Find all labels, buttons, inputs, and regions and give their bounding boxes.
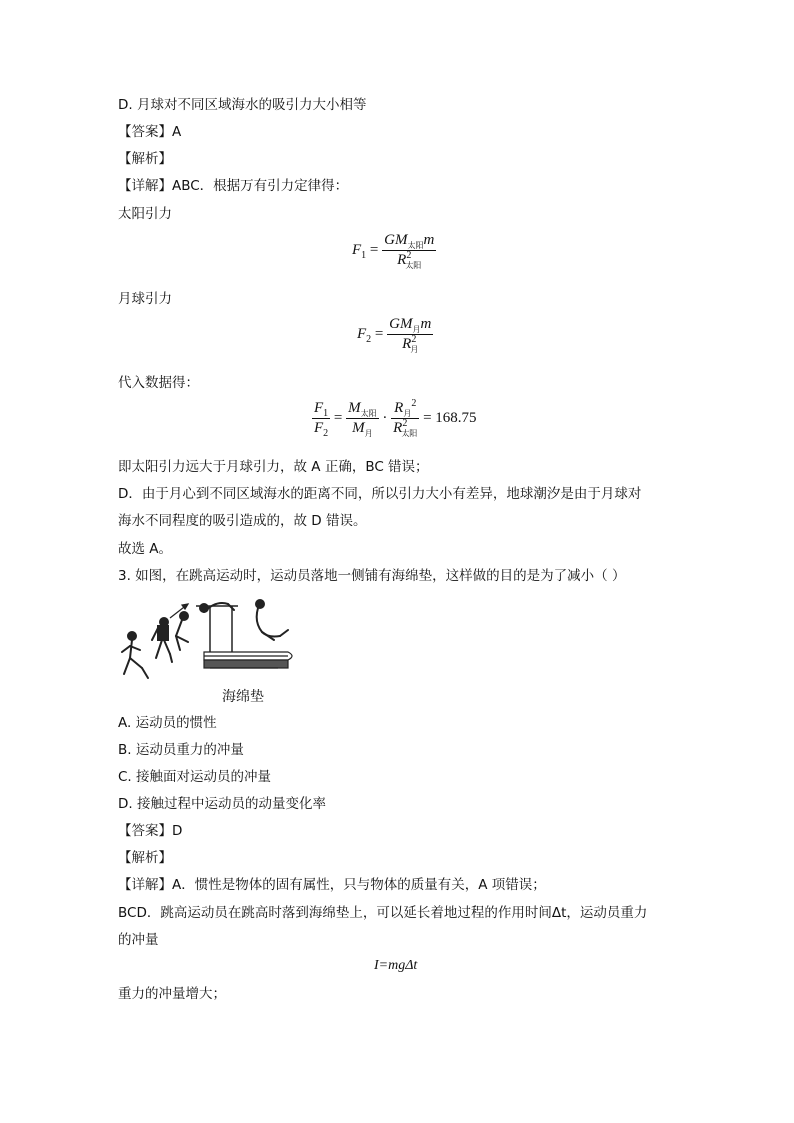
- rising-figure: [176, 612, 188, 650]
- option-d-prev: D. 月球对不同区域海水的吸引力大小相等: [118, 97, 367, 113]
- analysis-2: 【解析】: [118, 850, 172, 866]
- bar-figure: [200, 603, 234, 612]
- bcd-explain-2: 的冲量: [118, 932, 159, 948]
- d-explain-2: 海水不同程度的吸引造成的，故 D 错误。: [118, 513, 367, 529]
- sponge-mat-label: 海绵垫: [222, 689, 264, 705]
- gravity-impulse-increase: 重力的冲量增大；: [118, 986, 226, 1002]
- option-b: B. 运动员重力的冲量: [118, 742, 244, 758]
- formula-impulse: I=mgΔt: [374, 958, 418, 973]
- formula-f1: $F_1$ = $\frac{GM_{太阳}m}{R^2_{太阳}}$: [352, 232, 435, 270]
- takeoff-figure: [152, 618, 172, 662]
- formula-ratio: $\frac{F_1}{F_2}$ = $\frac{M_{太阳}}{M_月}$ · $\frac{R_月^2}{R^2_{太阳}}$ = 168.75: [314, 398, 477, 439]
- runner-figure: [122, 632, 148, 678]
- moon-gravity-label: 月球引力: [118, 291, 172, 307]
- analysis-1: 【解析】: [118, 151, 172, 167]
- landing-figure: [256, 600, 288, 640]
- choose-1: 故选 A。: [118, 541, 173, 557]
- ratio-result: 168.75: [435, 409, 477, 426]
- detail-1: 【详解】ABC．根据万有引力定律得：: [118, 178, 349, 194]
- sponge-mat: [204, 652, 292, 668]
- formula-f2: $F_2$ = $\frac{GM_月m}{R^2_月}$: [357, 316, 432, 354]
- question-3: 3. 如图，在跳高运动时，运动员落地一侧铺有海绵垫，这样做的目的是为了减小（ ）: [118, 568, 626, 584]
- detail-2: 【详解】A．惯性是物体的固有属性，只与物体的质量有关，A 项错误；: [118, 877, 546, 893]
- answer-1: 【答案】A: [118, 124, 182, 140]
- bcd-explain-1: BCD．跳高运动员在跳高时落到海绵垫上，可以延长着地过程的作用时间Δt，运动员重力: [118, 905, 648, 921]
- answer-2: 【答案】D: [118, 823, 183, 839]
- d-explain-1: D．由于月心到不同区域海水的距离不同，所以引力大小有差异，地球潮汐是由于月球对: [118, 486, 642, 502]
- substitute-label: 代入数据得：: [118, 375, 199, 391]
- option-d: D. 接触过程中运动员的动量变化率: [118, 796, 326, 812]
- option-c: C. 接触面对运动员的冲量: [118, 769, 272, 785]
- option-a: A. 运动员的惯性: [118, 715, 217, 731]
- high-jump-figure: [118, 596, 298, 706]
- conclusion-1: 即太阳引力远大于月球引力，故 A 正确，BC 错误；: [118, 459, 429, 475]
- sun-gravity-label: 太阳引力: [118, 206, 172, 222]
